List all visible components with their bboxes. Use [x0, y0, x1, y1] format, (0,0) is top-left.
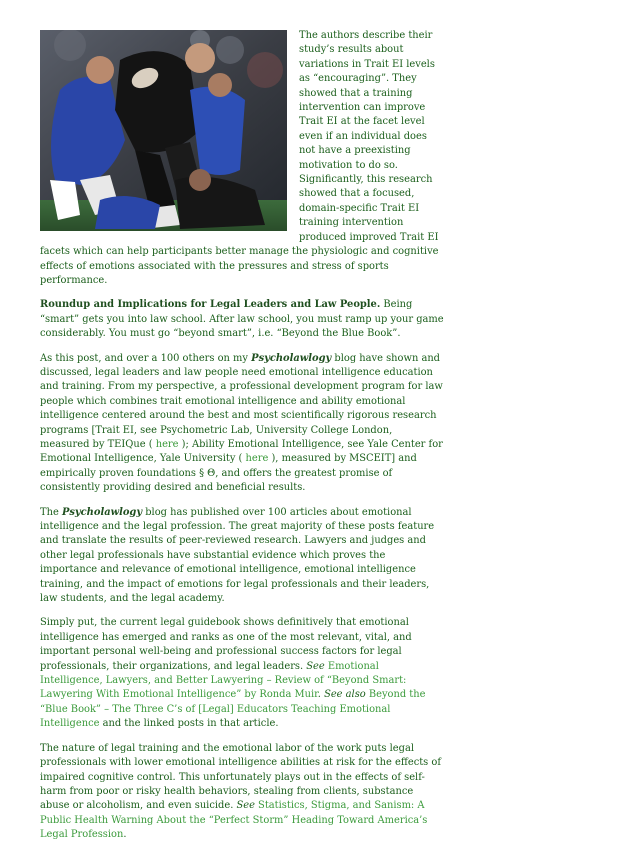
- teique-here-link[interactable]: here: [155, 438, 179, 450]
- paragraph-text: As this post, and over a 100 others on my: [40, 352, 252, 364]
- paragraph-legal-guidebook: [40, 616, 444, 731]
- paragraph-roundup: [40, 298, 444, 341]
- see-marker: See: [306, 660, 325, 672]
- yale-here-link[interactable]: here: [245, 453, 269, 465]
- paragraph-text: The authors describe their study’s results about variations in Trait EI levels as “encouraging”. They showed that a training intervention can improve Trait EI at the facet level even if an individual does not have a preexisting motivation to do so. Significantly, this research showed that a focused, domain-specific Trait EI training intervention produced improved Trait EI facets which can help participants better manage the physiologic and cognitive effects of emotions associated with the pressures and stress of sports performance.: [40, 30, 439, 286]
- paragraph-text: .: [317, 689, 325, 701]
- paragraph-text: blog have shown and discussed, legal leaders and law people need emotional intelligence education and training. From my perspective, a professional development program for law people which combines trait emotional intelligence and ability emotional intelligence centered around the best and most scientifically rigorous research programs [Trait EI, see Psychometric Lab, University College London, measured by TEIQue (: [40, 352, 443, 450]
- paragraph-legal-training: [40, 742, 444, 843]
- paragraph-text: Being “smart” gets you into law school. After law school, you must ramp up your game considerably. You must go “beyond smart”, i.e. “Beyond the Blue Book”.: [40, 299, 444, 340]
- see-marker: See: [236, 800, 255, 812]
- beyond-smart-review-link[interactable]: Emotional Intelligence, Lawyers, and Better Lawyering – Review of “Beyond Smart: Lawyering With Emotional Intelligence” by Ronda Muir: [40, 660, 407, 701]
- article-body: [40, 29, 444, 853]
- paragraph-text: The: [40, 506, 62, 518]
- beyond-blue-book-link[interactable]: Beyond the “Blue Book” – The Three C’s of [Legal] Educators Teaching Emotional Intelligence: [40, 689, 426, 730]
- paragraph-text: Simply put, the current legal guidebook shows definitively that emotional intelligence has emerged and ranks as one of the most relevant, vital, and important personal well-being and professional success factors for legal professionals, their organizations, and legal leaders.: [40, 617, 412, 672]
- paragraph-text: ); Ability Emotional Intelligence, see Yale Center for Emotional Intelligence, Yale University (: [40, 438, 443, 465]
- blog-name: Psycholawlogy: [251, 352, 332, 364]
- paragraph-text: ), measured by MSCEIT] and empirically proven foundations § Θ, and offers the greatest promise of consistently providing desired and beneficial results.: [40, 453, 417, 494]
- see-also-marker: See also: [324, 689, 366, 701]
- paragraph-text: blog has published over 100 articles about emotional intelligence and the legal profession. The great majority of these posts feature and translate the results of peer-reviewed research. Lawyers and judges and other legal professionals have substantial evidence which proves the importance and relevance of emotional intelligence, emotional intelligence training, and the impact of emotions for legal professionals and their leaders, law students, and the legal academy.: [40, 506, 435, 605]
- section-heading-roundup: Roundup and Implications for Legal Leaders and Law People.: [40, 299, 381, 311]
- rugby-photo: [40, 30, 287, 231]
- perfect-storm-link[interactable]: Statistics, Stigma, and Sanism: A Public Health Warning About the “Perfect Storm” Heading Toward America’s Legal Profession: [40, 800, 428, 841]
- blog-name: Psycholawlogy: [61, 506, 143, 518]
- paragraph-text: .: [123, 829, 127, 841]
- paragraph-blog-articles: [40, 506, 444, 607]
- paragraph-text: The nature of legal training and the emotional labor of the work puts legal professionals with lower emotional intelligence abilities at risk for the effects of impaired cognitive control. This unfortunately plays out in the effects of self-harm from poor or risky health behaviors, stealing from clients, substance abuse or alcoholism, and even suicide.: [40, 742, 441, 812]
- rugby-photo-illustration: [40, 30, 287, 231]
- paragraph-ei-program: [40, 352, 444, 496]
- paragraph-text: and the linked posts in that article.: [99, 718, 279, 730]
